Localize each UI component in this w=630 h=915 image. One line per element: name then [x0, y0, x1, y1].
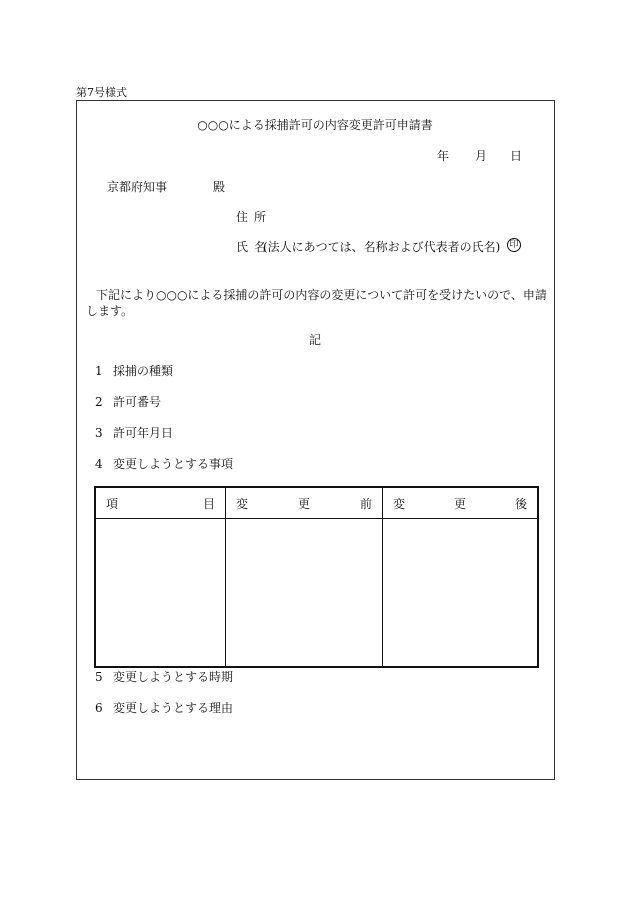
item-label: 変更しようとする事項: [113, 457, 234, 471]
application-body-text: 下記により○○○による採捕の許可の内容の変更について許可を受けたいので、申請します。: [86, 288, 547, 318]
item-label: 変更しようとする理由: [113, 701, 234, 715]
document-title: ○○○による採捕許可の内容変更許可申請書: [197, 118, 433, 132]
header-char: 変: [393, 496, 406, 511]
list-item: [95, 365, 173, 377]
header-char: 項: [106, 496, 119, 511]
item-label: 許可年月日: [113, 426, 174, 440]
form-number-label: 第7号様式: [76, 86, 127, 99]
ki-heading: 記: [308, 333, 321, 347]
header-char: 後: [514, 496, 527, 511]
item-number: 6: [95, 701, 103, 715]
date-month-label: 月: [475, 149, 488, 163]
date-day-label: 日: [510, 149, 523, 163]
seal-mark: 印: [507, 238, 521, 252]
header-before-change: [226, 488, 382, 518]
item-label: 許可番号: [113, 395, 162, 409]
header-char: 更: [297, 496, 310, 511]
list-item: [95, 702, 233, 714]
header-char: 更: [453, 496, 466, 511]
item-label: 変更しようとする時期: [113, 670, 234, 684]
item-label: 採捕の種類: [113, 364, 174, 378]
list-item: [95, 396, 161, 408]
date-year-label: 年: [437, 149, 450, 163]
header-char: 変: [236, 496, 249, 511]
header-after-change: [383, 488, 537, 518]
header-char: 目: [202, 496, 215, 511]
address-label: 住所: [236, 210, 273, 224]
item-number: 4: [95, 457, 103, 471]
item-number: 5: [95, 670, 103, 684]
name-note: (法人にあつては、名称および代表者の氏名): [263, 240, 501, 254]
honorific: 殿: [213, 180, 226, 194]
change-table: [94, 486, 539, 668]
header-char: 前: [359, 496, 372, 511]
item-number: 3: [95, 426, 103, 440]
addressee: 京都府知事: [107, 180, 168, 194]
name-label: 氏名: [236, 240, 273, 254]
item-number: 2: [95, 395, 103, 409]
list-item: [95, 427, 173, 439]
header-item: [96, 488, 225, 518]
list-item: [95, 458, 233, 470]
list-item: [95, 671, 233, 683]
item-number: 1: [95, 364, 103, 378]
